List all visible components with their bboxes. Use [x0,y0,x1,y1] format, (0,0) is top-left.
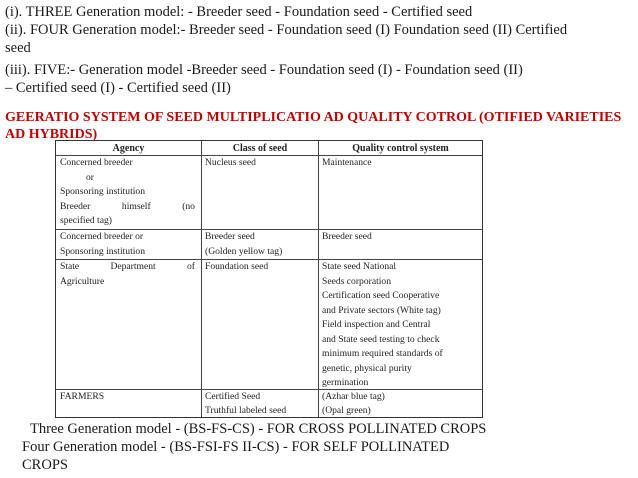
header-quality-control: Quality control system [352,143,449,154]
intro-line-1: (i). THREE Generation model: - Breeder seed - Foundation seed - Certified seed [5,4,473,20]
row3-qc-line: and State seed testing to check [322,333,440,345]
footer-line-3: CROPS [22,457,68,473]
row1-agency-line: Concerned breeder [60,157,133,168]
word: himself [121,200,151,212]
row2-class-line: (Golden yellow tag) [205,245,283,257]
row1-agency-line: Sponsoring institution [60,186,146,197]
intro-line-2: (ii). FOUR Generation model:- Breeder seed - Foundation seed (I) Foundation seed (II) Certified [5,22,568,38]
row4-agency: FARMERS [60,391,105,402]
word: (no [182,200,195,212]
row4-qc-line: (Opal green) [322,405,371,416]
intro-line-4: (iii). FIVE:- Generation model -Breeder seed - Foundation seed (I) - Foundation seed (II) [5,62,523,78]
row2-agency-line: Concerned breeder or [60,231,144,242]
row4-qc-line: (Azhar blue tag) [322,391,385,402]
row3-qc-line: Field inspection and Central [322,319,431,330]
row4-class-line: Certified Seed [205,391,261,402]
section-heading: GEERATIO SYSTEM OF SEED MULTIPLICATIO AD QUALITY COTROL (OTIFIED VARIETIES AD HYBRIDS) [5,110,622,142]
row1-agency-line: specified tag) [60,215,112,226]
column-divider [201,141,202,417]
row3-agency-line: Agriculture [60,275,105,287]
row3-class: Foundation seed [205,261,269,272]
intro-line-3: seed [5,40,31,56]
seed-generation-table [55,140,483,418]
row1-class: Nucleus seed [205,157,256,168]
footer-line-1: Three Generation model - (BS-FS-CS) - FOR CROSS POLLINATED CROPS [30,421,487,437]
row3-agency-justified [60,260,195,275]
row1-qc: Maintenance [322,157,372,168]
word: State [60,261,80,272]
row3-qc-line: State seed National [322,261,397,272]
word: Breeder [60,200,91,212]
header-agency: Agency [112,143,145,154]
column-divider [318,141,319,417]
row2-qc: Breeder seed [322,231,372,242]
row3-qc-line: and Private sectors (White tag) [322,304,441,316]
row2-class-line: Breeder seed [205,231,255,242]
row4-class-line: Truthful labeled seed [205,405,287,416]
row-divider [56,389,482,390]
row1-agency-line: or [86,171,94,183]
header-class-of-seed: Class of seed [232,143,288,154]
row2-agency-line: Sponsoring institution [60,245,146,257]
row3-qc-line: Certification seed Cooperative [322,290,440,301]
intro-line-5: – Certified seed (I) - Certified seed (II) [5,80,231,96]
footer-line-2: Four Generation model - (BS-FSI-FS II-CS) - FOR SELF POLLINATED [22,439,450,455]
word: Department [110,261,156,272]
row3-qc-line: germination [322,377,369,388]
row3-qc-line: minimum required standards of [322,348,443,359]
row1-agency-justified [60,200,195,215]
row3-qc-line: genetic, physical purity [322,362,412,374]
word: of [186,261,195,272]
row3-qc-line: Seeds corporation [322,275,392,287]
